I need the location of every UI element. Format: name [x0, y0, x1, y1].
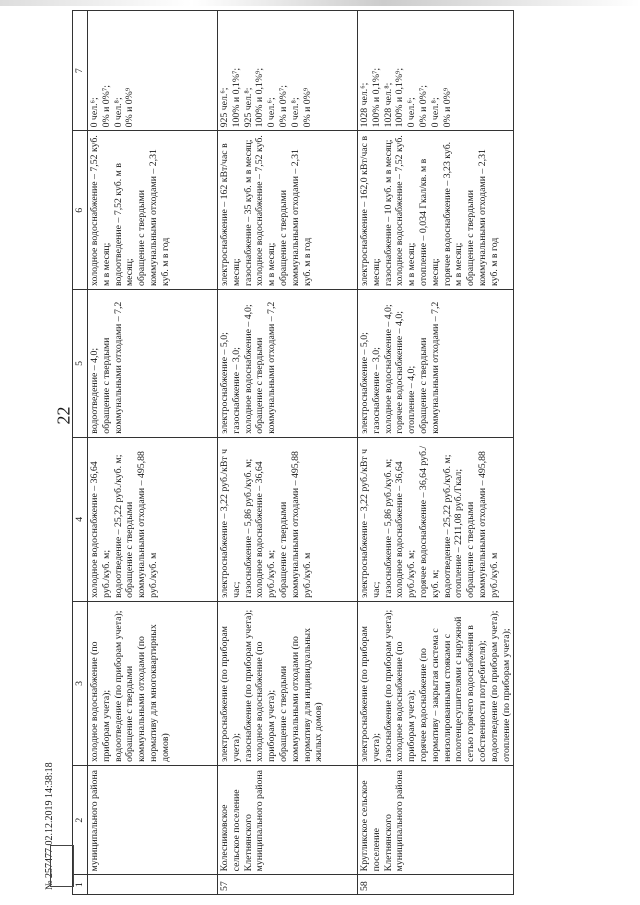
col-header-7: 7 — [73, 11, 88, 131]
volume-cell: холодное водоснабжение – 7,52 куб. м в месяц; водоотведение – 7,52 куб. м в месяц; обращение с твердыми коммунальными отходами – 2,31 куб. м в год — [88, 131, 218, 290]
col-header-4: 4 — [73, 437, 88, 601]
tariffs-cell: электроснабжение – 3,22 руб./кВт ч час; газоснабжение – 5,86 руб./куб. м; холодное водоснабжение – 36,64 руб./куб. м; горячее водоснабжение – 36,64 руб./куб. м; водоотведение – 25,22 руб./куб. м; отопление – 2211,08 руб./Гкал; обращение с твердыми коммунальными отходами – 495,88 руб./куб. м — [358, 437, 514, 601]
index-cell: водоотведение – 4,0; обращение с твердыми коммунальными отходами – 7,2 — [88, 290, 218, 438]
table-row — [88, 11, 218, 895]
people-cell: 1028 чел.⁶; 100% и 0,1%⁷; 1028 чел.⁸; 100% и 0,1%⁹; 0 чел.⁶; 0% и 0%⁷; 0 чел.⁸; 0% и 0%⁹ — [358, 11, 514, 131]
col-header-5: 5 — [73, 290, 88, 438]
col-header-2: 2 — [73, 765, 88, 874]
col-header-3: 3 — [73, 601, 88, 765]
index-cell: электроснабжение – 5,0; газоснабжение – 3,0; холодное водоснабжение – 4,0; горячее водоснабжение – 4,0; отопление – 4,0; обращение с твердыми коммунальными отходами – 7,2 — [358, 290, 514, 438]
volume-cell: электроснабжение – 162 кВт/час в месяц; газоснабжение – 35 куб. м в месяц; холодное водоснабжение – 7,52 куб. м в месяц; обращение с твердыми коммунальными отходами – 2,31 куб. м в год — [218, 131, 358, 290]
stamp-logo — [50, 845, 74, 887]
municipality-name: Кругликское сельское поселение Клетнянского муниципального района — [358, 765, 514, 874]
page-number: 22 — [53, 406, 74, 425]
scan-edge — [0, 0, 640, 6]
people-cell: 0 чел.⁶; 0% и 0%⁷; 0 чел.⁸; 0% и 0%⁹ — [88, 11, 218, 131]
header-row — [73, 11, 88, 895]
tariff-table — [72, 10, 514, 895]
table-row — [218, 11, 358, 895]
volume-cell: электроснабжение – 162,0 кВт/час в месяц; газоснабжение – 10 куб. м в месяц; холодное водоснабжение – 7,52 куб. м в месяц; отопление – 0,034 Гкал/кв. м в месяц; горячее водоснабжение – 3,23 куб. м в месяц; обращение с твердыми коммунальными отходами – 2,31 куб. м в год — [358, 131, 514, 290]
people-cell: 925 чел.⁶; 100% и 0,1%⁷; 925 чел.⁸; 100% и 0,1%⁹; 0 чел.⁶; 0% и 0%⁷; 0 чел.⁸; 0% и 0%⁹ — [218, 11, 358, 131]
document-footer: № 257477 02.12.2019 14:38:18 — [44, 762, 55, 890]
row-number — [88, 875, 218, 895]
table-row — [358, 11, 514, 895]
tariffs-cell: электроснабжение – 3,22 руб./кВт ч час; газоснабжение – 5,86 руб./куб. м; холодное водоснабжение – 36,64 руб./куб. м; обращение с твердыми коммунальными отходами – 495,88 руб./куб. м — [218, 437, 358, 601]
index-cell: электроснабжение – 5,0; газоснабжение – 3,0; холодное водоснабжение – 4,0; обращение с твердыми коммунальными отходами – 7,2 — [218, 290, 358, 438]
col-header-6: 6 — [73, 131, 88, 290]
tariffs-cell: холодное водоснабжение – 36,64 руб./куб. м; водоотведение – 25,22 руб./куб. м; обращение с твердыми коммунальными отходами – 495,88 руб./куб. м — [88, 437, 218, 601]
row-number: 58 — [358, 875, 514, 895]
services-cell: холодное водоснабжение (по приборам учета); водоотведение (по приборам учета); обращение с твердыми коммунальными отходами (по нормативу для многоквартирных домов) — [88, 601, 218, 765]
rotated-table-sheet — [72, 10, 600, 895]
row-number: 57 — [218, 875, 358, 895]
services-cell: электроснабжение (по приборам учета); газоснабжение (по приборам учета); холодное водоснабжение (по приборам учета); горячее водоснабжение (по нормативу – закрытая система с неизолированными стояками с полотенцесушителями с наружной сетью горячего водоснабжения в собственности потребителя); водоотведение (по приборам учета); отопление (по приборам учета); — [358, 601, 514, 765]
municipality-name: муниципального района — [88, 765, 218, 874]
col-header-1: 1 — [73, 875, 88, 895]
services-cell: электроснабжение (по приборам учета); газоснабжение (по приборам учета); холодное водоснабжение (по приборам учета); обращение с твердыми коммунальными отходами (по нормативу для индивидуальных жилых домов) — [218, 601, 358, 765]
municipality-name: Колесниковское сельское поселение Клетнянского муниципального района — [218, 765, 358, 874]
